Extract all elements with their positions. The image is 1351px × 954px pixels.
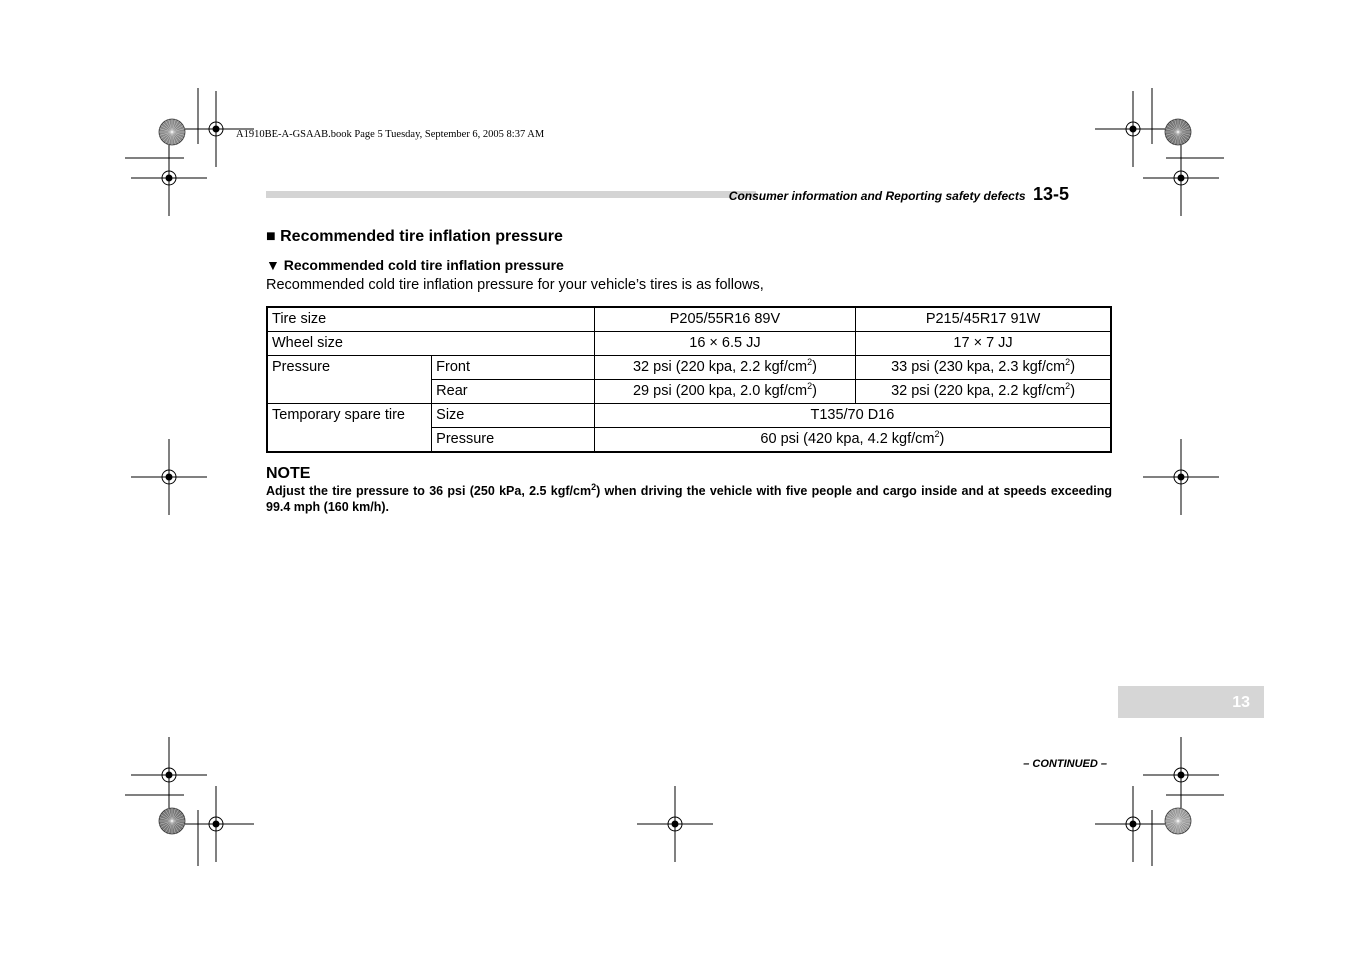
section-heading: ■ Recommended tire inflation pressure: [266, 228, 563, 245]
table-cell: P205/55R16 89V: [594, 307, 855, 332]
table-cell: 17 × 7 JJ: [856, 332, 1111, 356]
registration-mark: [1095, 91, 1171, 167]
registration-mark: [1143, 439, 1219, 515]
table-cell: Wheel size: [267, 332, 594, 356]
registration-mark: [131, 439, 207, 515]
intro-text: Recommended cold tire inflation pressure for your vehicle’s tires is as follows,: [266, 277, 764, 293]
subsection-heading: ▼ Recommended cold tire inflation pressure: [266, 257, 564, 273]
table-cell: Pressure: [267, 356, 432, 404]
table-row: [267, 307, 1111, 332]
color-target-mark: [159, 119, 185, 145]
registration-mark: [637, 786, 713, 862]
table-cell: Rear: [432, 380, 595, 404]
table-cell: Tire size: [267, 307, 594, 332]
registration-mark: [1143, 140, 1219, 216]
table-row: [267, 404, 1111, 428]
note-text: Adjust the tire pressure to 36 psi (250 kPa, 2.5 kgf/$cm^2$) when driving the vehicle with five people and cargo inside and at speeds exceeding 99.4 mph (160 km/h).: [266, 481, 1112, 514]
table-cell: P215/45R17 91W: [856, 307, 1111, 332]
table-cell: 60 psi (420 kpa, 4.2 kgf/$cm^2$): [594, 428, 1111, 453]
table-row: [267, 332, 1111, 356]
table-cell: 29 psi (200 kpa, 2.0 kgf/$cm^2$): [594, 380, 855, 404]
chapter-number: 13: [1232, 694, 1250, 711]
table-cell: Front: [432, 356, 595, 380]
table-cell: 33 psi (230 kpa, 2.3 kgf/$cm^2$): [856, 356, 1111, 380]
table-cell: Temporary spare tire: [267, 404, 432, 453]
print-info: A1910BE-A-GSAAB.book Page 5 Tuesday, September 6, 2005 8:37 AM: [236, 129, 545, 140]
color-target-mark: [159, 808, 185, 834]
note-title: NOTE: [266, 465, 311, 482]
section-title: Consumer information and Reporting safety defects: [728, 189, 1026, 203]
registration-mark: [1095, 786, 1171, 862]
table-cell: 32 psi (220 kpa, 2.2 kgf/$cm^2$): [594, 356, 855, 380]
color-target-mark: [1165, 119, 1191, 145]
page-header: [729, 184, 1069, 205]
chapter-tab: [1118, 686, 1264, 718]
continued-label: – CONTINUED –: [1023, 758, 1107, 770]
table-cell: Pressure: [432, 428, 595, 453]
registration-mark: [131, 140, 207, 216]
registration-mark: [1143, 737, 1219, 813]
registration-mark: [178, 786, 254, 862]
page-number: 13-5: [1032, 184, 1069, 204]
table-cell: 32 psi (220 kpa, 2.2 kgf/$cm^2$): [856, 380, 1111, 404]
table-row: [267, 356, 1111, 380]
table-cell: T135/70 D16: [594, 404, 1111, 428]
header-bar: [266, 191, 756, 198]
table-cell: Size: [432, 404, 595, 428]
table-cell: 16 × 6.5 JJ: [594, 332, 855, 356]
tire-pressure-table: [266, 306, 1112, 453]
color-target-mark: [1165, 808, 1191, 834]
registration-mark: [131, 737, 207, 813]
